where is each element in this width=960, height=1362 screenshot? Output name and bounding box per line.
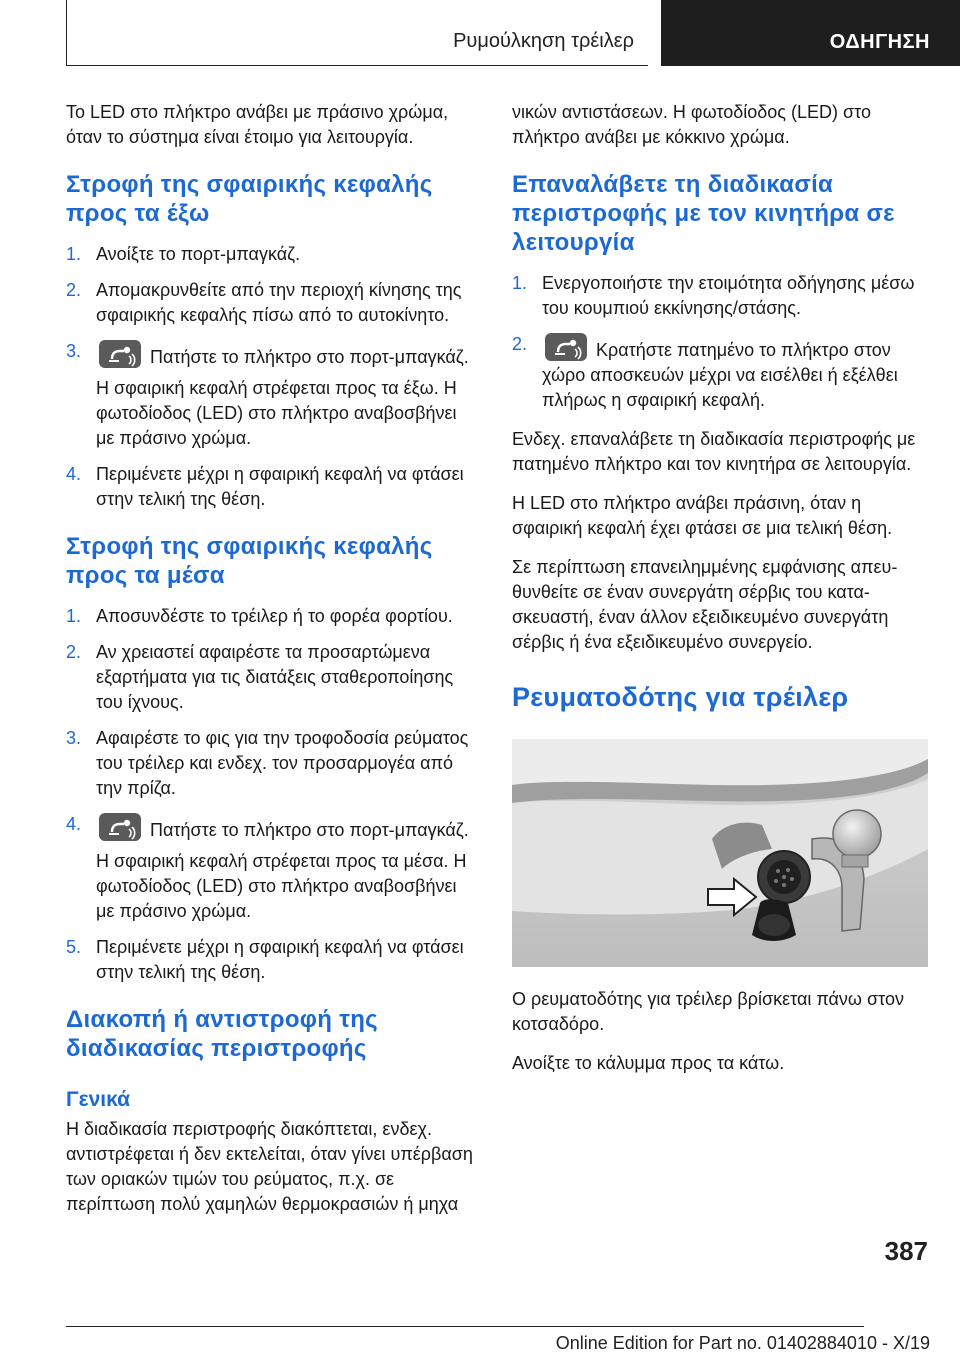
heading-repeat-with-engine: Επαναλάβετε τη διαδικασία περιστροφής με τον κινητήρα σε λειτουργία — [512, 171, 895, 256]
header-section-title: Ρυμούλκηση τρέιλερ — [453, 30, 634, 52]
step-number: 1. — [66, 244, 82, 264]
led-note: Η LED στο πλήκτρο ανάβει πράσινη, όταν η σφαιρική κεφαλή έχει φτάσει σε μια τελική θέση. — [512, 493, 893, 538]
list-item — [66, 242, 478, 267]
step-number: 3. — [66, 341, 82, 361]
step-text: Αποσυνδέστε το τρέιλερ ή το φορέα φορτίου. — [96, 606, 453, 626]
header-chapter-title: ΟΔΗΓΗΣΗ — [829, 31, 930, 53]
list-item — [66, 640, 478, 715]
footer-rule — [66, 1326, 864, 1327]
tow-hitch-button-icon — [98, 339, 142, 369]
list-item — [512, 332, 928, 413]
socket-cover-text: Ανοίξτε το κάλυμμα προς τα κάτω. — [512, 1053, 785, 1073]
step-number: 4. — [66, 464, 82, 484]
heading-general: Γενικά — [66, 1088, 131, 1111]
heading-swivel-out: Στροφή της σφαιρικής κεφαλής προς τα έξω — [66, 171, 433, 227]
heading-interrupt: Διακοπή ή αντιστροφή της διαδικασίας περιστροφής — [66, 1006, 378, 1062]
service-note: Σε περίπτωση επανειλημμένης εμφάνισης απευθυνθείτε σε έναν συνεργάτη σέρβις του κατασκευαστή, έναν άλλον εξειδικευμένο συνεργάτη σέρβις ή ένα εξειδικευμένο συνεργείο. — [512, 557, 898, 652]
list-item — [66, 935, 478, 985]
continued-text: νικών αντιστάσεων. Η φωτοδίοδος (LED) στο πλήκτρο ανάβει με κόκκινο χρώμα. — [512, 102, 871, 147]
repeat-steps — [512, 271, 928, 413]
right-column — [512, 100, 928, 1090]
step-text: Ανοίξτε το πορτ-μπαγκάζ. — [96, 244, 301, 264]
swivel-in-steps — [66, 604, 478, 985]
step-text: Πατήστε το πλήκτρο στο πορτ-μπαγκάζ. — [150, 347, 469, 367]
list-item — [66, 812, 478, 924]
list-item — [66, 278, 478, 328]
list-item — [66, 726, 478, 801]
left-column — [66, 100, 478, 1231]
step-number: 1. — [66, 606, 82, 626]
step-number: 5. — [66, 937, 82, 957]
step-text: Πατήστε το πλήκτρο στο πορτ-μπαγκάζ. — [150, 820, 469, 840]
step-text: Απομακρυνθείτε από την περιοχή κίνησης της σφαιρικής κεφαλής πίσω από το αυτοκίνητο. — [96, 280, 462, 325]
step-number: 2. — [66, 280, 82, 300]
step-text: Κρατήστε πατημένο το πλήκτρο στον χώρο αποσκευών μέχρι να εισέλθει ή εξέλθει πλήρως η σφαιρική κεφαλή. — [542, 340, 898, 410]
step-number: 4. — [66, 814, 82, 834]
swivel-out-steps — [66, 242, 478, 512]
header-section-box — [66, 0, 648, 66]
list-item — [66, 462, 478, 512]
socket-location-text: Ο ρευματοδότης για τρέιλερ βρίσκεται πάνω στον κοτσαδόρο. — [512, 989, 904, 1034]
step-result-text: Η σφαιρική κεφαλή στρέφεται προς τα έξω. Η φωτοδίοδος (LED) στο πλήκτρο αναβοσβήνει με πράσινο χρώμα. — [96, 378, 457, 448]
heading-swivel-in: Στροφή της σφαιρικής κεφαλής προς τα μέσα — [66, 533, 433, 589]
general-text: Η διαδικασία περιστροφής διακόπτεται, ενδεχ. αντιστρέφεται ή δεν εκτελείται, όταν γίνει υπέρβαση των οριακών τιμών του ρεύματος, π.χ. σε περίπτωση πολύ χαμηλών θερμοκρασιών ή μηχα — [66, 1119, 473, 1214]
step-number: 2. — [66, 642, 82, 662]
step-text: Ενεργοποιήστε την ετοιμότητα οδήγησης μέσω του κουμπιού εκκίνησης/στάσης. — [542, 273, 915, 318]
footer-edition: Online Edition for Part no. 01402884010 - X/19 — [555, 1333, 930, 1353]
repeat-note: Ενδεχ. επαναλάβετε τη διαδικασία περιστροφής με πατημένο πλήκτρο και τον κινητήρα σε λειτουργία. — [512, 429, 916, 474]
header-chapter-box — [661, 0, 960, 66]
list-item — [512, 271, 928, 321]
step-number: 2. — [512, 334, 528, 354]
trailer-socket-photo — [512, 739, 928, 967]
step-text: Αφαιρέστε το φις για την τροφοδοσία ρεύματος του τρέιλερ και ενδεχ. τον προσαρμογέα από την πρίζα. — [96, 728, 469, 798]
page-number: 387 — [884, 1236, 928, 1266]
step-text: Περιμένετε μέχρι η σφαιρική κεφαλή να φτάσει στην τελική της θέση. — [96, 937, 464, 982]
heading-trailer-socket: Ρευματοδότης για τρέιλερ — [512, 682, 849, 712]
intro-text: Το LED στο πλήκτρο ανάβει με πράσινο χρώμα, όταν το σύστημα είναι έτοιμο για λειτουργία. — [66, 102, 449, 147]
step-number: 3. — [66, 728, 82, 748]
list-item — [66, 604, 478, 629]
step-text: Αν χρειαστεί αφαιρέστε τα προσαρτώμενα εξαρτήματα για τις διατάξεις σταθεροποίησης του ίχνους. — [96, 642, 454, 712]
tow-hitch-button-icon — [98, 812, 142, 842]
tow-hitch-button-icon — [544, 332, 588, 362]
step-text: Περιμένετε μέχρι η σφαιρική κεφαλή να φτάσει στην τελική της θέση. — [96, 464, 464, 509]
list-item — [66, 339, 478, 451]
step-number: 1. — [512, 273, 528, 293]
step-result-text: Η σφαιρική κεφαλή στρέφεται προς τα μέσα. Η φωτοδίοδος (LED) στο πλήκτρο αναβοσβήνει με πράσινο χρώμα. — [96, 851, 467, 921]
